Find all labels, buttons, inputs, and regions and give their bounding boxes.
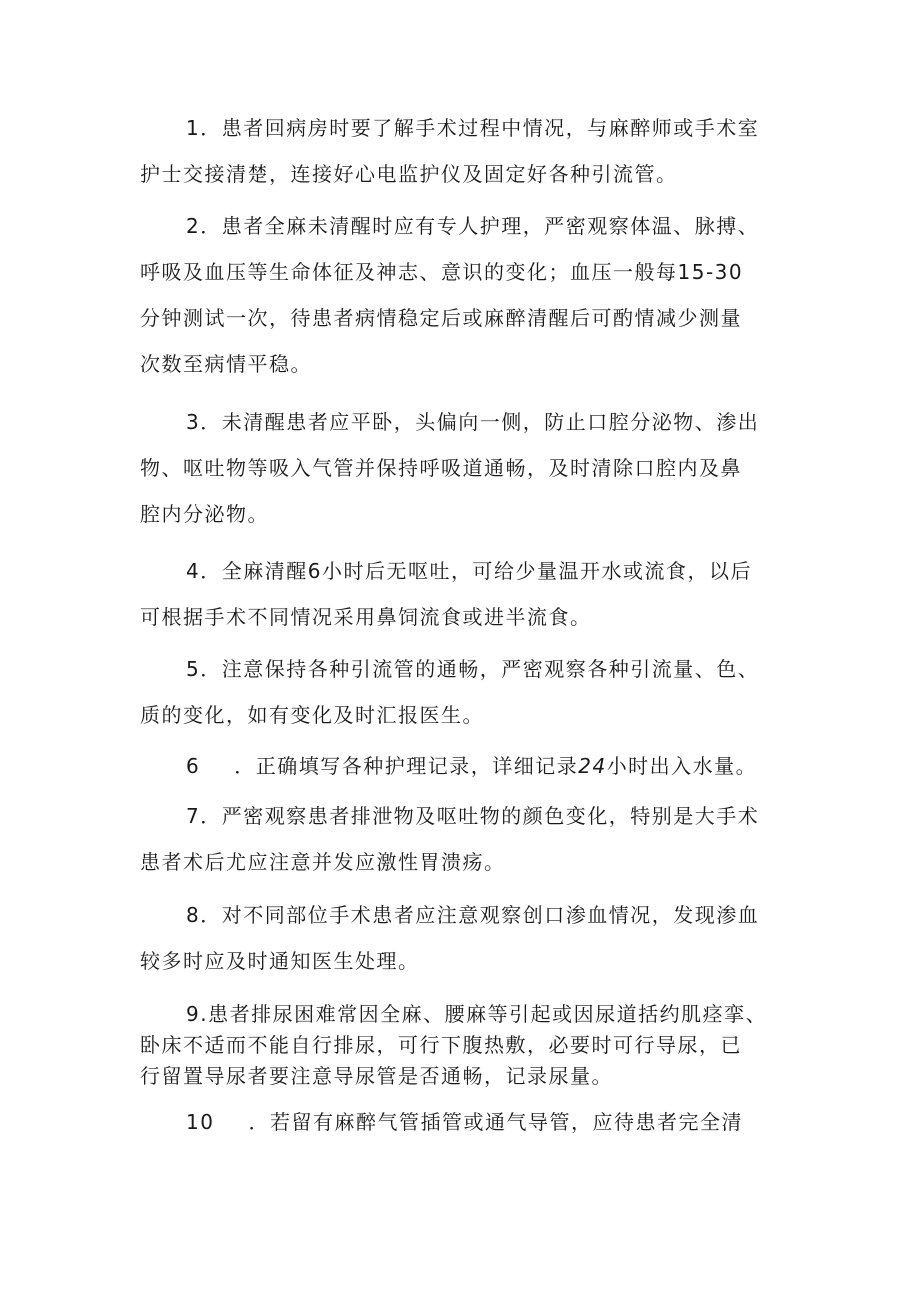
paragraph-5 [140,646,800,738]
paragraph-6 [140,743,800,789]
paragraph-line: 患者术后尤应注意并发应激性胃溃疡。 [140,850,506,874]
item-number: 10 [186,1110,215,1134]
paragraph-8 [140,892,800,984]
paragraph-10 [140,1099,800,1145]
item-number: 7 [186,804,201,828]
paragraph-9 [140,999,800,1092]
paragraph-3 [140,399,800,537]
paragraph-line [140,399,800,445]
paragraph-line [140,105,800,151]
paragraph-line: 腔内分泌物。 [140,502,269,526]
paragraph-line: 可根据手术不同情况采用鼻饲流食或进半流食。 [140,605,592,629]
paragraph-1 [140,105,800,197]
item-number: 3 [186,410,201,434]
paragraph-line: 较多时应及时通知医生处理。 [140,949,420,973]
paragraph-line: 卧床不适而不能自行排尿，可行下腹热敷，必要时可行导尿，已 [140,1033,742,1057]
line-text: 小时出入水量。 [606,754,758,778]
paragraph-line [140,1099,800,1145]
line-text: ．注意保持各种引流管的通畅，严密观察各种引流量、色、 [200,657,760,681]
line-text: ．对不同部位手术患者应注意观察创口渗血情况，发现渗血 [200,903,760,927]
hours-value: 24 [578,754,607,778]
paragraph-line: 呼吸及血压等生命体征及神志、意识的变化；血压一般每15-30 [140,260,744,284]
paragraph-7 [140,793,800,885]
paragraph-line: 物、呕吐物等吸入气管并保持呼吸道通畅，及时清除口腔内及鼻 [140,456,742,480]
item-number: 9 [186,1002,201,1026]
item-number: 6 [186,754,201,778]
line-text: ．若留有麻醉气管插管或通气导管，应待患者完全清 [248,1110,743,1134]
paragraph-line [140,793,800,839]
paragraph-line: 护士交接清楚，连接好心电监护仪及固定好各种引流管。 [140,162,678,186]
line-text: ．正确填写各种护理记录，详细记录 [234,754,579,778]
line-text: ．未清醒患者应平卧，头偏向一侧，防止口腔分泌物、渗出 [200,410,760,434]
item-number: 1 [186,116,201,140]
item-number: 8 [186,903,201,927]
item-number: 4 [186,559,201,583]
line-text: ．患者全麻未清醒时应有专人护理，严密观察体温、脉搏、 [200,214,760,238]
paragraph-line: 质的变化，如有变化及时汇报医生。 [140,703,484,727]
paragraph-line [140,548,800,594]
line-text: ．严密观察患者排泄物及呕吐物的颜色变化，特别是大手术 [200,804,760,828]
paragraph-line [140,646,800,692]
item-number: 5 [186,657,201,681]
paragraph-line: 行留置导尿者要注意导尿管是否通畅，记录尿量。 [140,1064,613,1088]
item-number: 2 [186,214,201,238]
paragraph-4 [140,548,800,640]
line-text: .患者排尿困难常因全麻、腰麻等引起或因尿道括约肌痉挛、 [200,1002,768,1026]
line-text: ．全麻清醒6小时后无呕吐，可给少量温开水或流食，以后 [200,559,752,583]
paragraph-line [140,892,800,938]
paragraph-line [140,203,800,249]
paragraph-line [140,743,800,789]
paragraph-line: 次数至病情平稳。 [140,352,312,376]
paragraph-2 [140,203,800,387]
line-text: ．患者回病房时要了解手术过程中情况，与麻醉师或手术室 [200,116,760,140]
paragraph-line [140,999,800,1030]
paragraph-line: 分钟测试一次，待患者病情稳定后或麻醉清醒后可酌情减少测量 [140,306,742,330]
